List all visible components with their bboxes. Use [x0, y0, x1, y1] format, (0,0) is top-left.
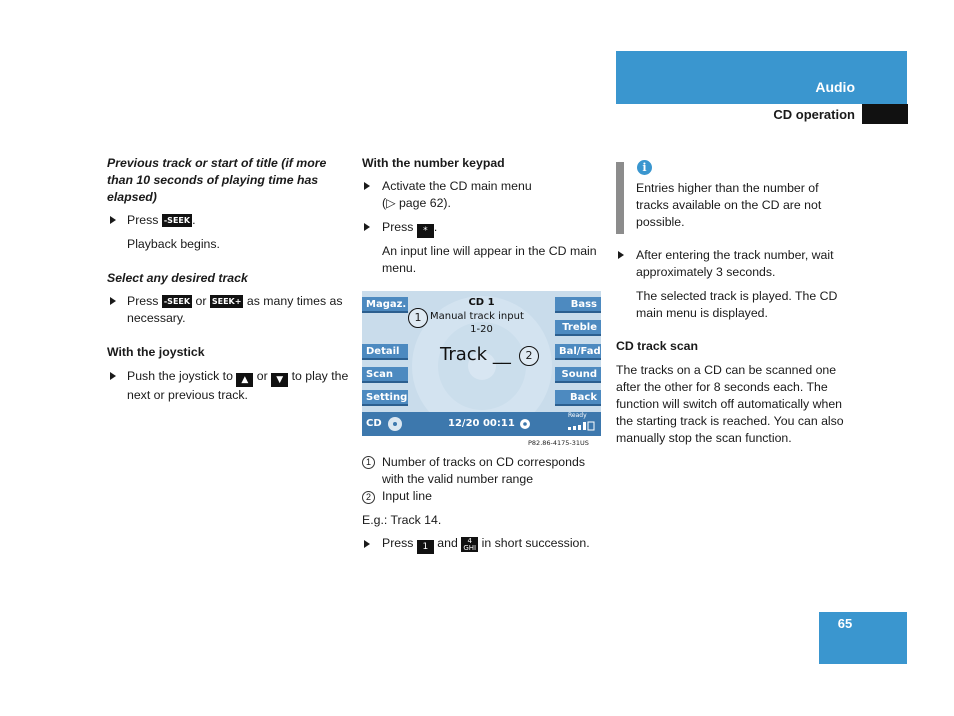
play-indicator-icon [519, 418, 531, 430]
sound-button[interactable]: Sound [555, 367, 601, 383]
cd-menu-screen [362, 291, 601, 436]
callout-2-description: 2 Input line [362, 488, 432, 505]
page-number: 65 [837, 616, 853, 631]
step-joystick: Push the joystick to ▲ or ▼ to play the next or previous track. [127, 369, 349, 402]
section-title: Audio [815, 79, 855, 95]
track-time: 12/20 00:11 [448, 418, 515, 429]
source-label: CD [366, 418, 382, 429]
mode-label: Manual track input [430, 311, 524, 322]
header-banner [616, 51, 907, 104]
heading-joystick: With the joystick [107, 345, 205, 359]
signal-strength-icon [568, 421, 598, 431]
step-press-star: Press * . [382, 220, 438, 236]
magaz-button[interactable]: Magaz. [362, 297, 408, 313]
heading-select-track: Select any desired track [107, 271, 248, 285]
heading-number-keypad: With the number keypad [362, 156, 505, 170]
example-text: E.g.: Track 14. [362, 513, 442, 527]
step-activate-menu: Activate the CD main menu (▷ page 62). [382, 179, 532, 210]
track-input-line: Track __ [440, 344, 511, 365]
subsection-title: CD operation [773, 107, 855, 122]
balfad-button[interactable]: Bal/Fad [555, 344, 601, 360]
back-button[interactable]: Back [555, 390, 601, 406]
heading-previous-track: Previous track or start of title (if more than 10 seconds of playing time has elapsed) [107, 156, 327, 204]
callout-1: 1 [408, 308, 428, 328]
key-1: 1 [417, 540, 434, 554]
step-press-keys: Press 1 and 4 GHI in short succession. [382, 536, 590, 552]
seek-plus-key: SEEK+ [211, 297, 242, 306]
scan-button[interactable]: Scan [362, 367, 408, 383]
setting-button[interactable]: Setting [362, 390, 408, 406]
disc-label: CD 1 [468, 297, 495, 308]
arrow-up-icon: ▲ [236, 373, 253, 387]
ready-label: Ready [568, 412, 587, 419]
info-icon: i [637, 160, 652, 175]
step-note: Playback begins. [127, 237, 220, 251]
subsection-marker [862, 104, 908, 124]
range-label: 1-20 [470, 324, 493, 335]
heading-track-scan: CD track scan [616, 339, 699, 353]
seek-minus-key: -SEEK [163, 297, 191, 306]
info-text: Entries higher than the number of tracks available on the CD are not possible. [636, 181, 822, 229]
bullet-icon [110, 216, 116, 224]
key-4-ghi: 4 GHI [461, 537, 478, 552]
status-bar [362, 412, 601, 436]
star-key: * [417, 224, 434, 238]
treble-button[interactable]: Treble [555, 320, 601, 336]
callout-2: 2 [519, 346, 539, 366]
callout-1-description: 1 Number of tracks on CD corresponds with the valid number range [362, 454, 602, 488]
cd-disc-icon [386, 416, 404, 432]
bullet-icon [110, 372, 116, 380]
bullet-icon [364, 182, 370, 190]
bullet-icon [110, 297, 116, 305]
bullet-icon [364, 223, 370, 231]
step-note: The selected track is played. The CD main menu is displayed. [636, 289, 838, 320]
step-wait: After entering the track number, wait approximately 3 seconds. [636, 248, 834, 279]
figure-caption: P82.86-4175-31US [528, 439, 589, 447]
bass-button[interactable]: Bass [555, 297, 601, 313]
info-bar [616, 162, 624, 234]
bullet-icon [364, 540, 370, 548]
step-press-seek: Press -SEEK or SEEK+ as many times as necessary. [127, 294, 343, 325]
bullet-icon [618, 251, 624, 259]
scan-paragraph: The tracks on a CD can be scanned one after the other for 8 seconds each. The function will switch off automatically when the starting track is reached. You can also manually stop the scan function. [616, 363, 844, 445]
detail-button[interactable]: Detail [362, 344, 408, 360]
step-press-seek-minus: Press -SEEK . [127, 213, 196, 227]
step-note: An input line will appear in the CD main menu. [382, 244, 597, 275]
arrow-down-icon: ▼ [271, 373, 288, 387]
seek-minus-key: -SEEK [163, 216, 191, 225]
